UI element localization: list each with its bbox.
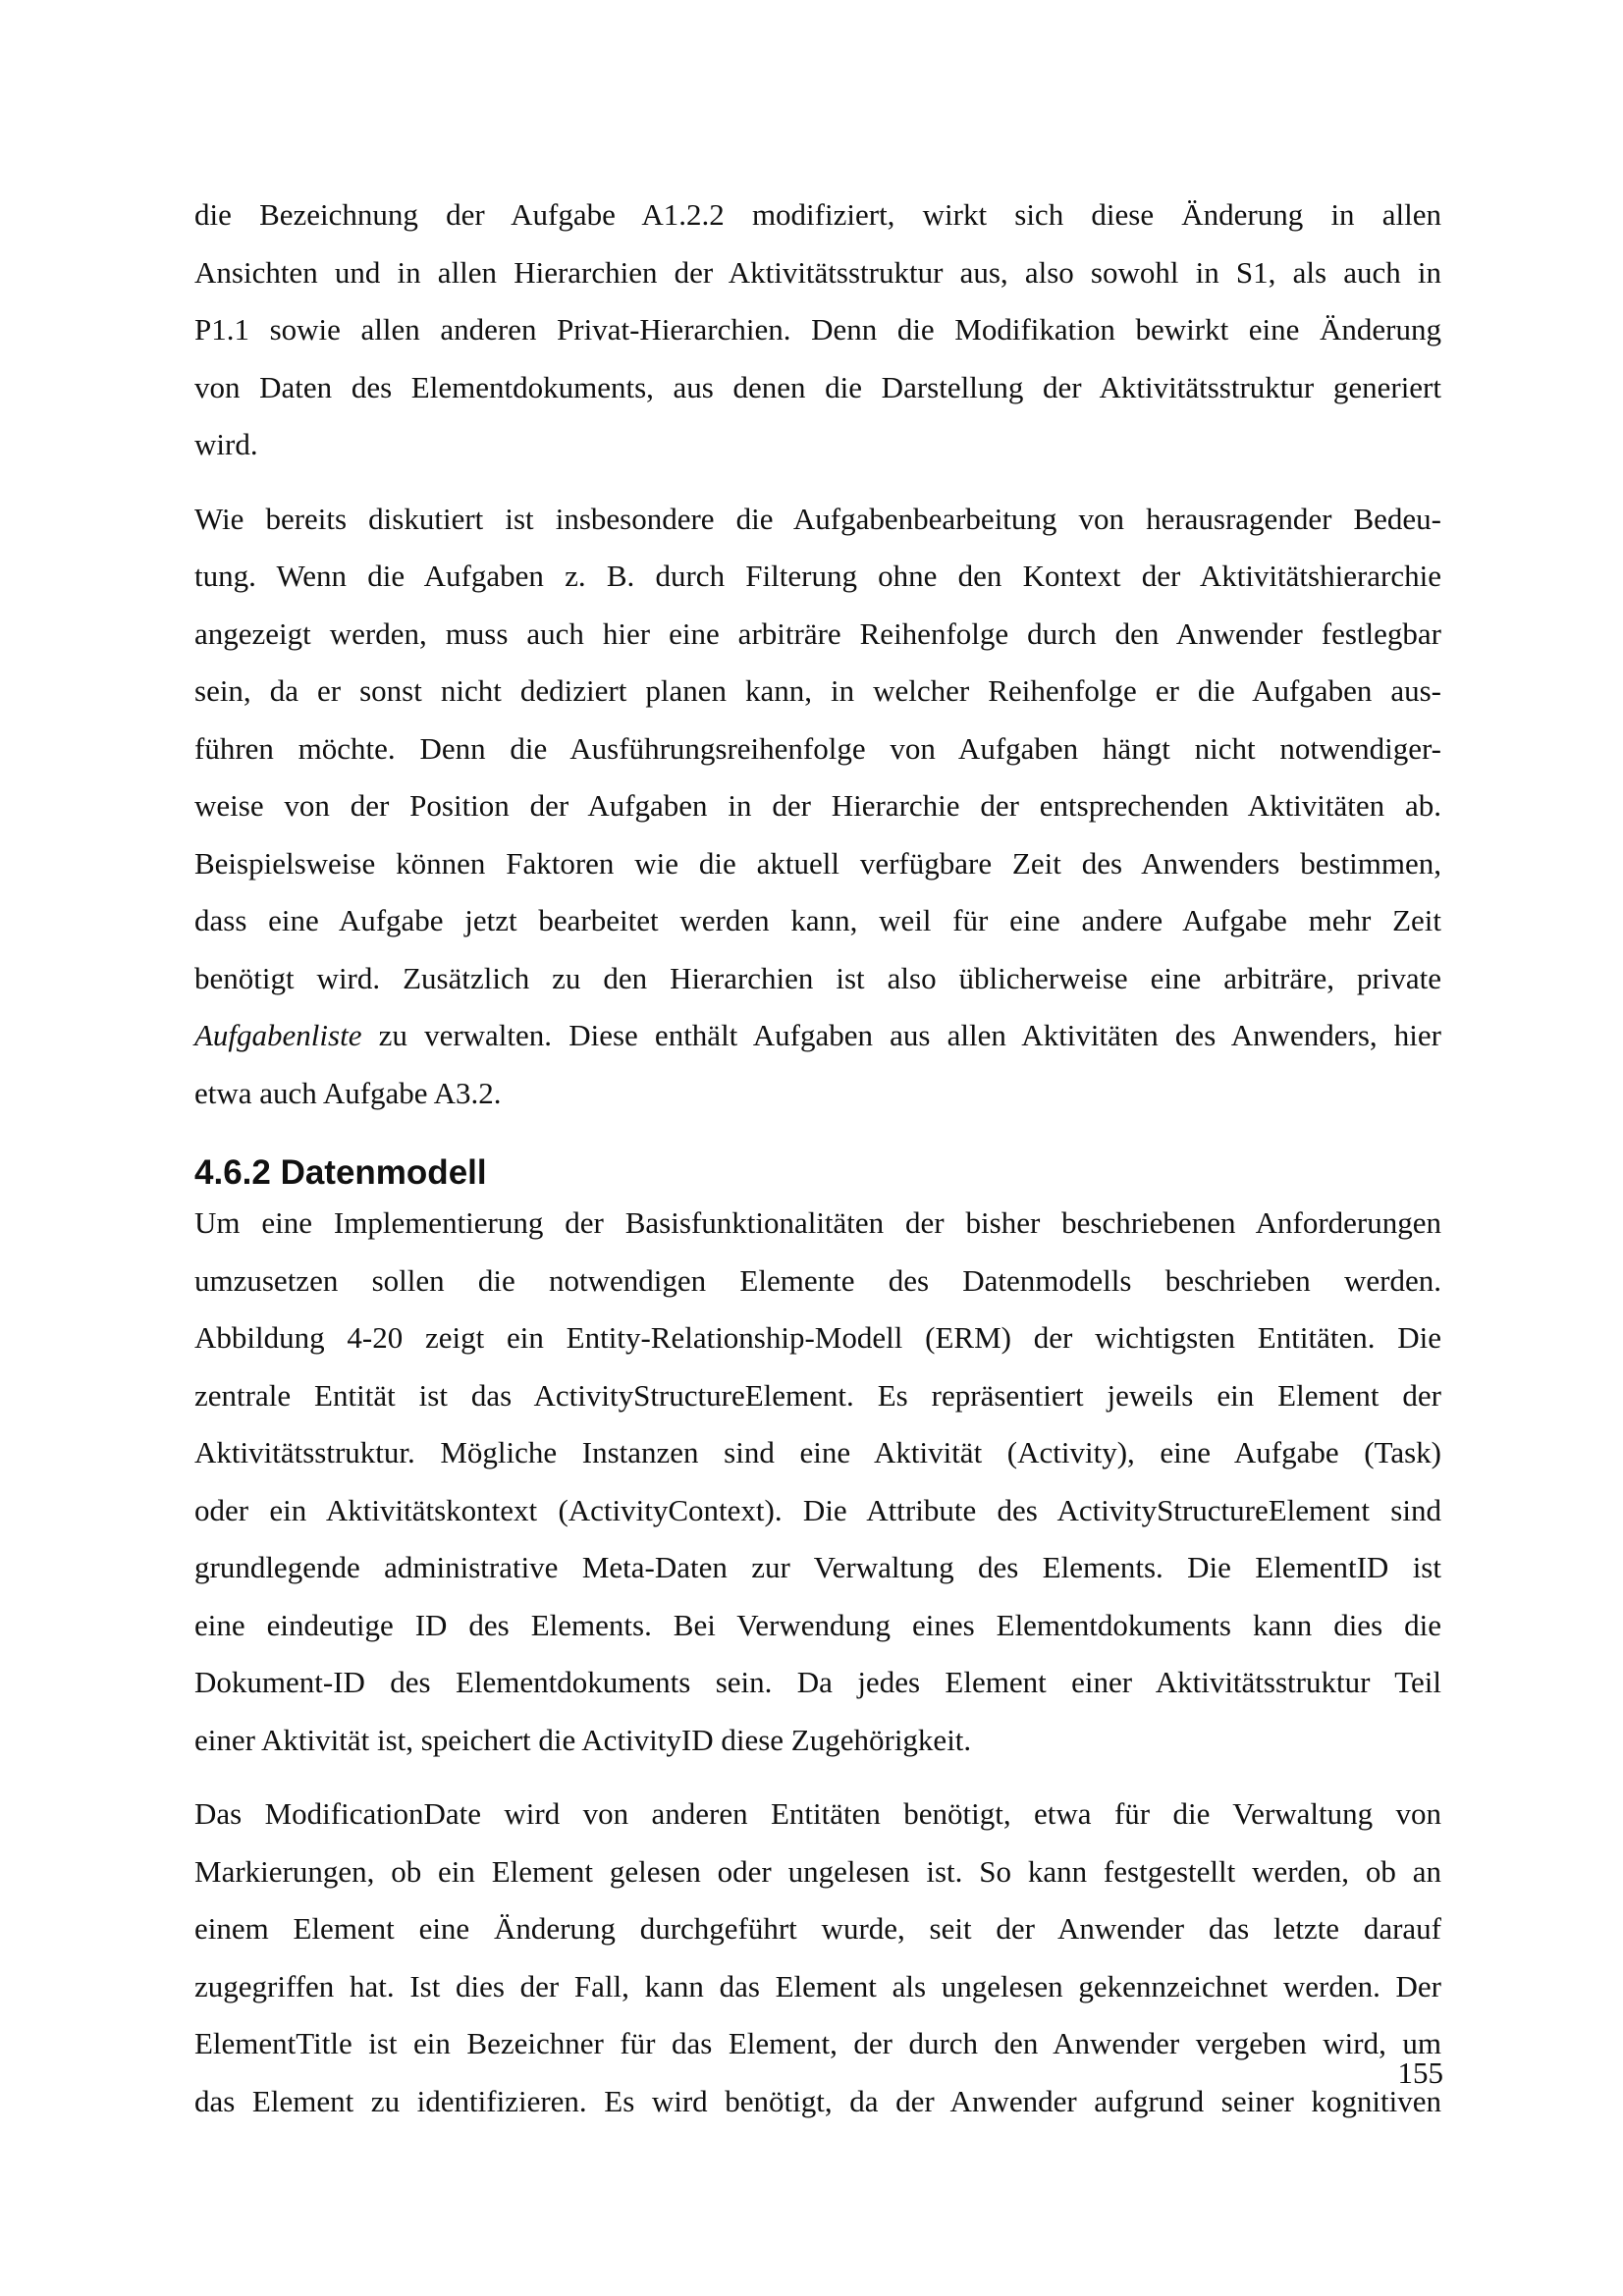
text-line: dass eine Aufgabe jetzt bearbeitet werden kann, weil für eine andere Aufgabe mehr Zeit xyxy=(194,903,1441,937)
text-line: die Bezeichnung der Aufgabe A1.2.2 modifiziert, wirkt sich diese Änderung in allen xyxy=(194,197,1441,232)
text-line: zentrale Entität ist das ActivityStructureElement. Es repräsentiert jeweils ein Element der xyxy=(194,1377,1441,1413)
page-number: 155 xyxy=(1397,2056,1443,2090)
text-line: einem Element eine Änderung durchgeführt wurde, seit der Anwender das letzte darauf xyxy=(194,1911,1441,1946)
text-line: Markierungen, ob ein Element gelesen oder ungelesen ist. So kann festgestellt werden, ob an xyxy=(194,1853,1441,1889)
text-line: führen möchte. Denn die Ausführungsreihenfolge von Aufgaben hängt nicht notwendiger- xyxy=(194,730,1441,766)
text-line: grundlegende administrative Meta-Daten zur Verwaltung des Elements. Die ElementID ist xyxy=(194,1550,1441,1584)
paragraph-3 xyxy=(194,1195,1441,1769)
text-fragment: zu verwalten. Diese enthält Aufgaben aus allen Aktivitäten des Anwenders, hier xyxy=(361,1018,1441,1052)
paragraph-2 xyxy=(194,491,1441,1123)
text-line: benötigt wird. Zusätzlich zu den Hierarchien ist also üblicherweise eine arbiträre, private xyxy=(194,960,1441,995)
text-line: eine eindeutige ID des Elements. Bei Verwendung eines Elementdokuments kann dies die xyxy=(194,1607,1441,1642)
text-line: tung. Wenn die Aufgaben z. B. durch Filterung ohne den Kontext der Aktivitätshierarchie xyxy=(194,559,1441,593)
text-line: einer Aktivität ist, speichert die ActivityID diese Zugehörigkeit. xyxy=(194,1722,972,1757)
text-line: angezeigt werden, muss auch hier eine arbiträre Reihenfolge durch den Anwender festlegbar xyxy=(194,615,1441,651)
text-line: Um eine Implementierung der Basisfunktionalitäten der bisher beschriebenen Anforderungen xyxy=(194,1205,1441,1240)
text-line: das Element zu identifizieren. Es wird benötigt, da der Anwender aufgrund seiner kognitiven xyxy=(194,2083,1441,2118)
text-line: Aktivitätsstruktur. Mögliche Instanzen sind eine Aktivität (Activity), eine Aufgabe (Task) xyxy=(194,1435,1441,1469)
text-line: ElementTitle ist ein Bezeichner für das Element, der durch den Anwender vergeben wird, um xyxy=(194,2026,1441,2060)
text-line-with-emphasis xyxy=(194,1007,1441,1065)
page-body xyxy=(194,187,1441,2130)
text-line: weise von der Position der Aufgaben in der Hierarchie der entsprechenden Aktivitäten ab. xyxy=(194,788,1441,823)
text-line: Abbildung 4-20 zeigt ein Entity-Relationship-Modell (ERM) der wichtigsten Entitäten. Die xyxy=(194,1320,1441,1355)
text-line: zugegriffen hat. Ist dies der Fall, kann das Element als ungelesen gekennzeichnet werden. Der xyxy=(194,1968,1441,2003)
text-line: umzusetzen sollen die notwendigen Elemente des Datenmodells beschrieben werden. xyxy=(194,1262,1441,1298)
emphasis-term: Aufgabenliste xyxy=(194,1018,362,1052)
text-line: Dokument-ID des Elementdokuments sein. Da jedes Element einer Aktivitätsstruktur Teil xyxy=(194,1665,1441,1699)
text-line: P1.1 sowie allen anderen Privat-Hierarchien. Denn die Modifikation bewirkt eine Änderung xyxy=(194,312,1441,347)
paragraph-1 xyxy=(194,187,1441,474)
text-line: Das ModificationDate wird von anderen Entitäten benötigt, etwa für die Verwaltung von xyxy=(194,1796,1441,1831)
text-line: Beispielsweise können Faktoren wie die aktuell verfügbare Zeit des Anwenders bestimmen, xyxy=(194,845,1441,881)
text-line: Ansichten und in allen Hierarchien der Aktivitätsstruktur aus, also sowohl in S1, als auch in xyxy=(194,254,1441,290)
text-line: von Daten des Elementdokuments, aus denen die Darstellung der Aktivitätsstruktur generiert xyxy=(194,369,1441,404)
text-line: wird. xyxy=(194,427,258,461)
section-heading: 4.6.2 Datenmodell xyxy=(194,1153,487,1192)
text-line: oder ein Aktivitätskontext (ActivityContext). Die Attribute des ActivityStructureElement sind xyxy=(194,1492,1441,1527)
text-line: sein, da er sonst nicht dediziert planen kann, in welcher Reihenfolge er die Aufgaben aus- xyxy=(194,673,1441,708)
paragraph-4 xyxy=(194,1786,1441,2130)
text-line: etwa auch Aufgabe A3.2. xyxy=(194,1075,502,1110)
text-line: Wie bereits diskutiert ist insbesondere die Aufgabenbearbeitung von herausragender Bedeu- xyxy=(194,501,1441,536)
